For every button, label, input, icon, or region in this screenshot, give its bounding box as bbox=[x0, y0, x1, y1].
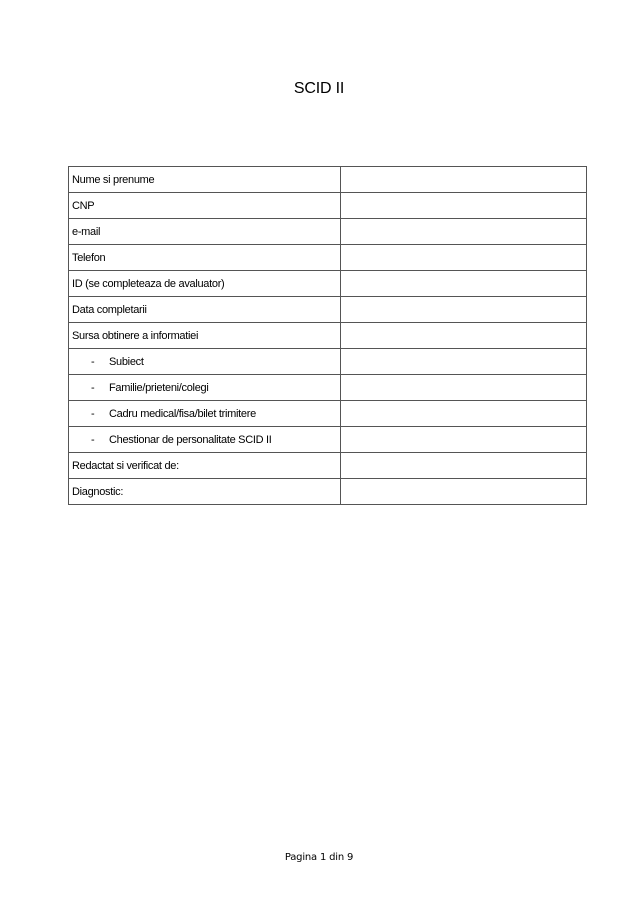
table-row bbox=[69, 193, 587, 219]
row-value-verified-by[interactable] bbox=[341, 453, 587, 479]
row-label-source: Sursa obtinere a informatiei bbox=[69, 323, 341, 349]
table-row bbox=[69, 349, 587, 375]
bullet-dash: - bbox=[91, 407, 95, 420]
row-label-family bbox=[69, 375, 341, 401]
table-row bbox=[69, 297, 587, 323]
page-footer: Pagina 1 din 9 bbox=[284, 852, 354, 863]
row-value-date[interactable] bbox=[341, 297, 587, 323]
table-row bbox=[69, 323, 587, 349]
table-row bbox=[69, 453, 587, 479]
bullet-dash: - bbox=[91, 355, 95, 368]
row-label-email: e-mail bbox=[69, 219, 341, 245]
patient-info-table bbox=[68, 166, 587, 505]
table-row bbox=[69, 219, 587, 245]
row-label-name: Nume si prenume bbox=[69, 167, 341, 193]
row-value-diagnostic[interactable] bbox=[341, 479, 587, 505]
row-value-name[interactable] bbox=[341, 167, 587, 193]
row-value-phone[interactable] bbox=[341, 245, 587, 271]
table-row bbox=[69, 271, 587, 297]
row-label-phone: Telefon bbox=[69, 245, 341, 271]
row-value-email[interactable] bbox=[341, 219, 587, 245]
row-value-cnp[interactable] bbox=[341, 193, 587, 219]
row-label-date: Data completarii bbox=[69, 297, 341, 323]
row-label-cnp: CNP bbox=[69, 193, 341, 219]
table-row bbox=[69, 375, 587, 401]
row-value-source[interactable] bbox=[341, 323, 587, 349]
table-row bbox=[69, 245, 587, 271]
row-label-id: ID (se completeaza de avaluator) bbox=[69, 271, 341, 297]
row-label-questionnaire bbox=[69, 427, 341, 453]
bullet-dash: - bbox=[91, 381, 95, 394]
row-label-subject bbox=[69, 349, 341, 375]
sub-item-label: Cadru medical/fisa/bilet trimitere bbox=[109, 407, 256, 420]
table-row bbox=[69, 479, 587, 505]
bullet-dash: - bbox=[91, 433, 95, 446]
row-value-id[interactable] bbox=[341, 271, 587, 297]
row-value-subject[interactable] bbox=[341, 349, 587, 375]
table-row bbox=[69, 401, 587, 427]
row-label-medical bbox=[69, 401, 341, 427]
table-row bbox=[69, 427, 587, 453]
row-label-verified-by: Redactat si verificat de: bbox=[69, 453, 341, 479]
table-row bbox=[69, 167, 587, 193]
row-value-family[interactable] bbox=[341, 375, 587, 401]
document-title: SCID II bbox=[293, 80, 345, 97]
sub-item-label: Subiect bbox=[109, 355, 144, 368]
row-value-medical[interactable] bbox=[341, 401, 587, 427]
sub-item-label: Chestionar de personalitate SCID II bbox=[109, 433, 272, 446]
row-label-diagnostic: Diagnostic: bbox=[69, 479, 341, 505]
sub-item-label: Familie/prieteni/colegi bbox=[109, 381, 209, 394]
row-value-questionnaire[interactable] bbox=[341, 427, 587, 453]
